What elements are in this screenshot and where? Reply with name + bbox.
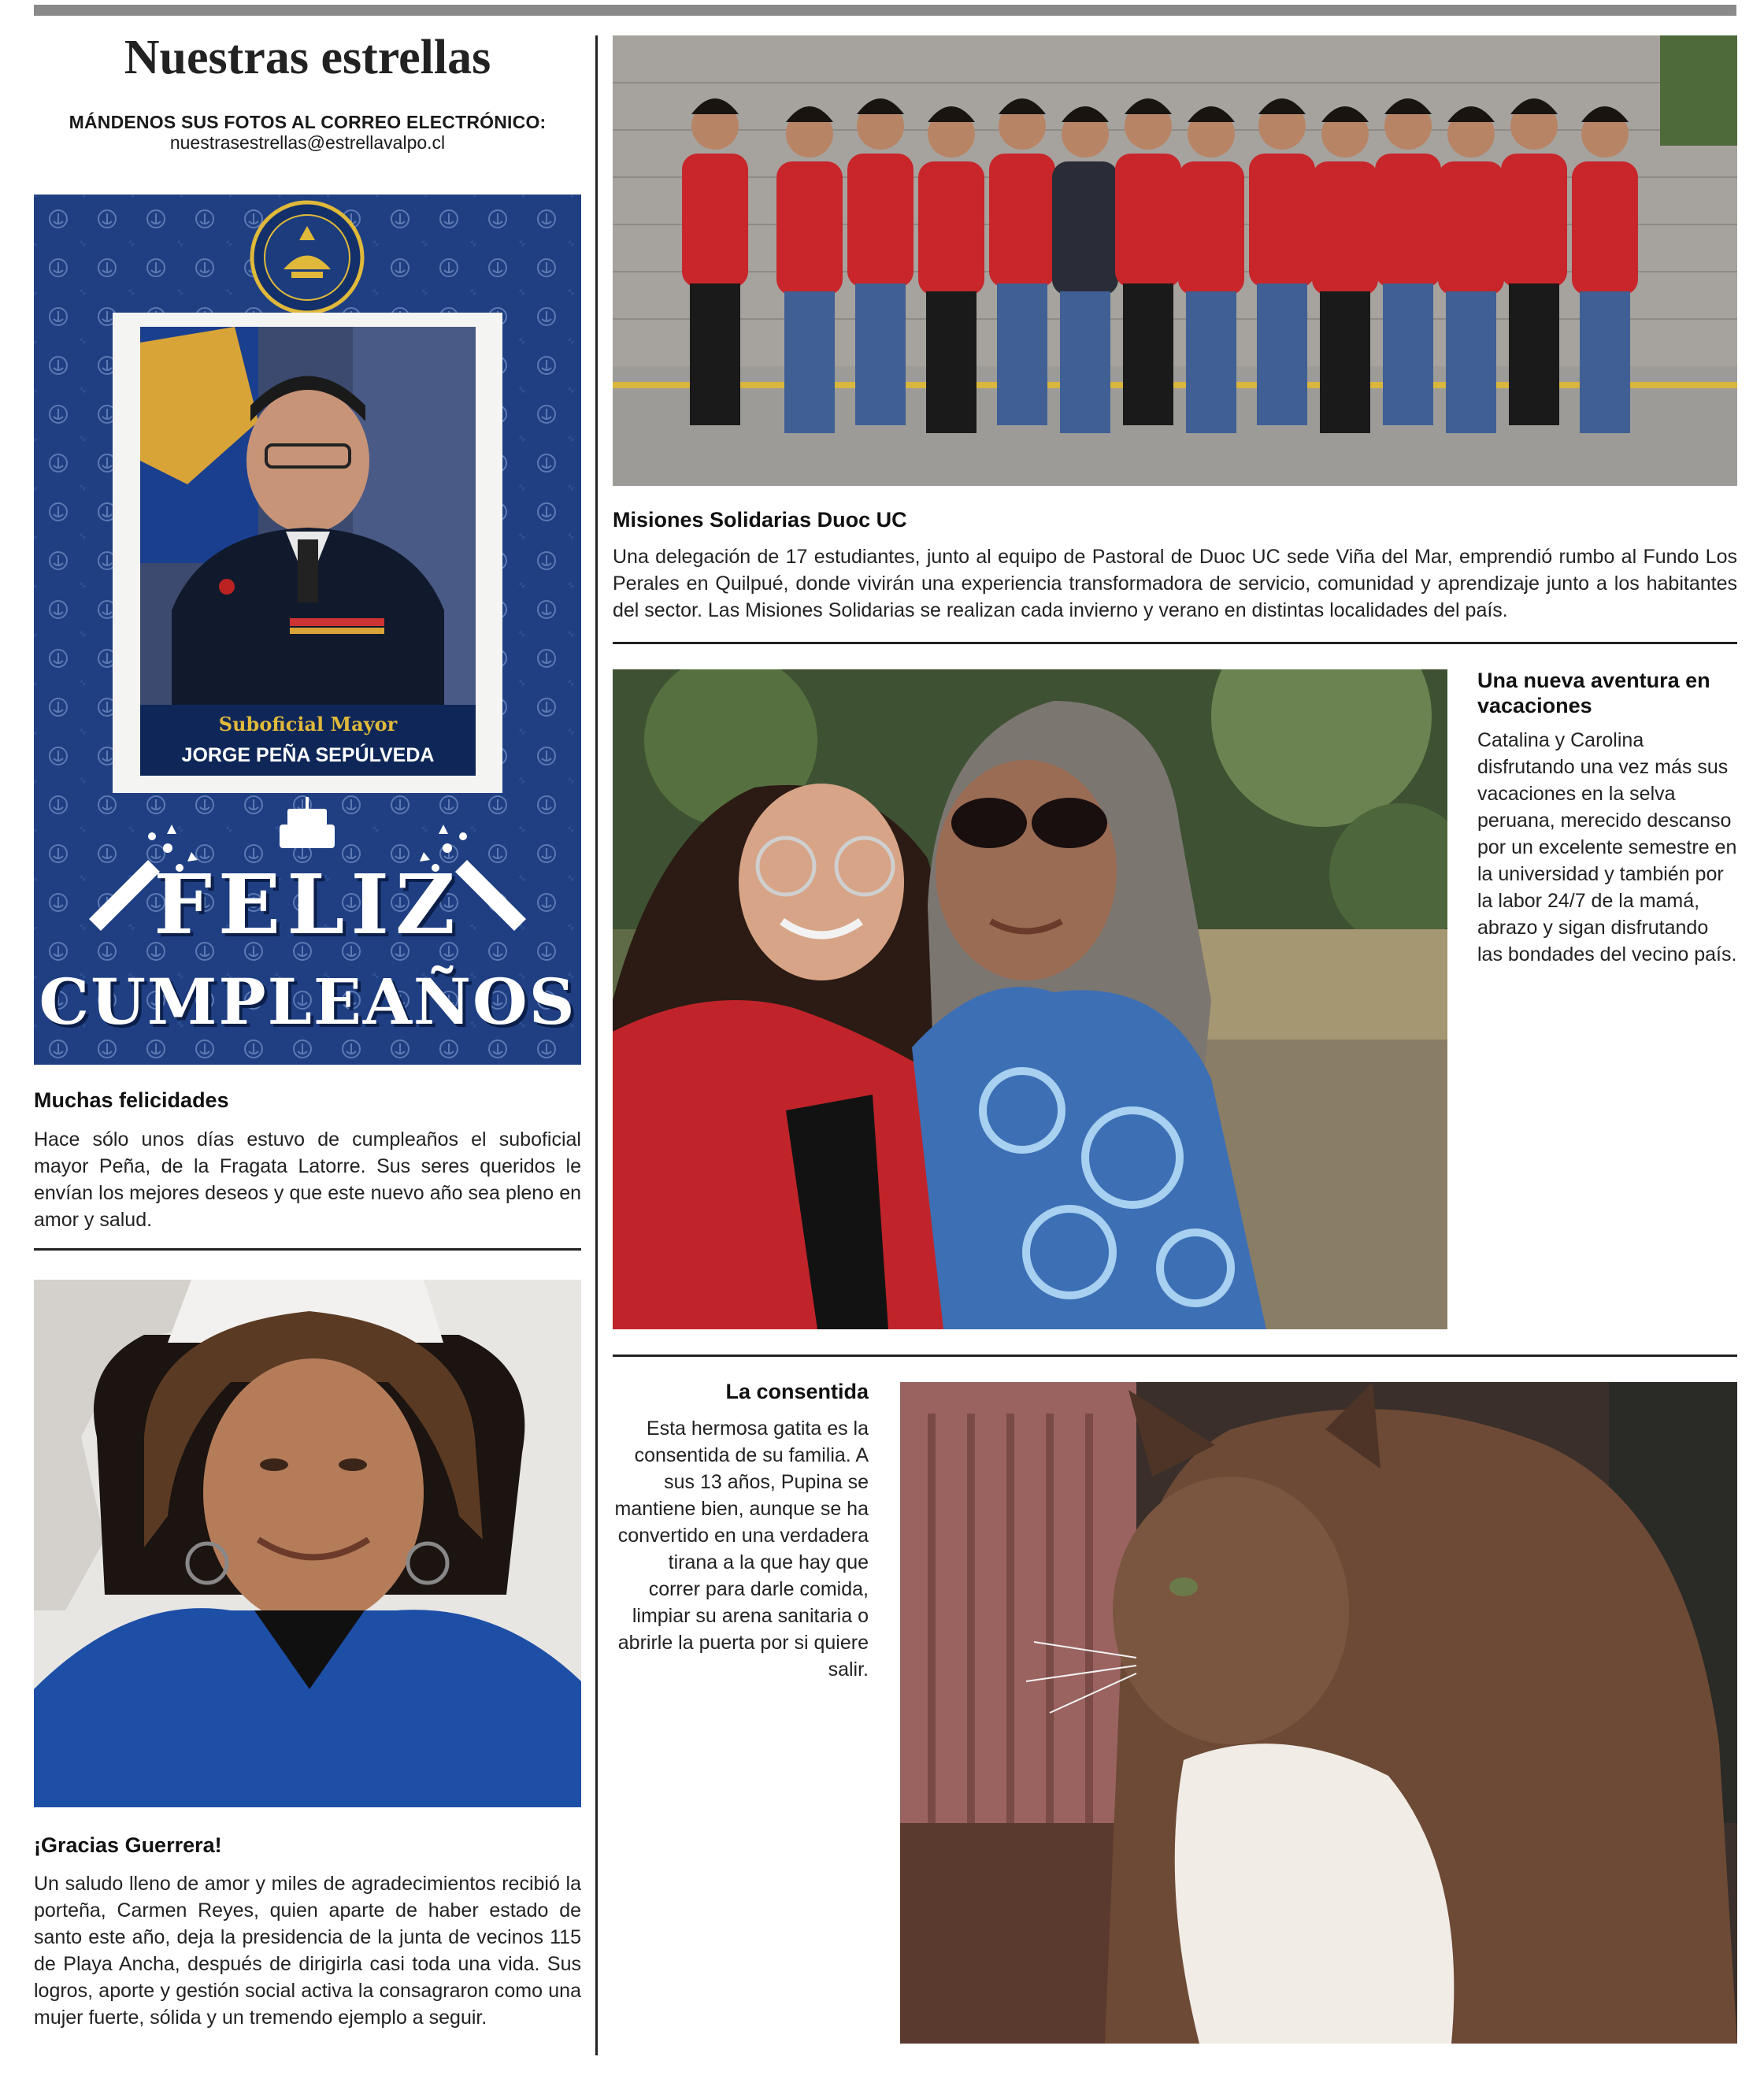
section-title: Nuestras estrellas (124, 31, 491, 84)
vacaciones-selfie-photo (613, 669, 1447, 1329)
vacaciones-text: Catalina y Carolina disfrutando una vez más sus vacaciones en la selva peruana, merecido descanso por un excelente semestre en la universidad y también por la labor 24/7 de la mamá, abrazo y sigan disfrutando las bondades del vecino país. (1477, 729, 1737, 965)
consentida-heading: La consentida (725, 1380, 869, 1403)
birthday-poster (34, 195, 581, 1065)
carmen-photo (34, 1280, 581, 1807)
divider-left-1 (34, 1248, 581, 1251)
portrait-rank: Suboficial Mayor (218, 713, 398, 736)
divider-right-2 (613, 1354, 1737, 1357)
guerrera-heading: ¡Gracias Guerrera! (34, 1833, 222, 1857)
portrait-name: JORGE PEÑA SEPÚLVEDA (181, 744, 435, 766)
column-divider (595, 35, 598, 2055)
birthday-text: Hace sólo unos días estuvo de cumpleaños el suboficial mayor Peña, de la Fragata Latorre. Sus seres queridos le envían los mejores deseos y que este nuevo año sea pleno en amor y salud. (34, 1128, 581, 1231)
feliz-text: FELIZ (154, 856, 461, 953)
submit-instruction: MÁNDENOS SUS FOTOS AL CORREO ELECTRÓNICO: (69, 112, 547, 132)
cat-photo (900, 1382, 1737, 2044)
misiones-text: Una delegación de 17 estudiantes, junto al equipo de Pastoral de Duoc UC sede Viña del Mar, emprendió rumbo al Fundo Los Perales en Quilpué, donde vivirán una experiencia transformadora de servicio, comunidad y aprendizaje junto a los habitantes del sector. Las Misiones Solidarias se realizan cada invierno y verano en distintas localidades del país. (613, 546, 1737, 621)
guerrera-text: Un saludo lleno de amor y miles de agradecimientos recibió la porteña, Carmen Reyes, quien aparte de haber estado de santo este año, deja la presidencia de la junta de vecinos 115 de Playa Ancha, después de dirigirla casi toda una vida. Sus logros, aporte y gestión social activa la consagraron como una mujer fuerte, sólida y un tremendo ejemplo a seguir. (34, 1873, 581, 2029)
top-bar (34, 5, 1736, 16)
cumpleanos-text: CUMPLEAÑOS (39, 965, 576, 1039)
vacaciones-heading: Una nueva aventura en vacaciones (1477, 669, 1710, 717)
portrait-caption (140, 705, 476, 776)
misiones-group-photo (613, 35, 1737, 486)
navy-emblem-icon (252, 202, 362, 313)
birthday-heading: Muchas felicidades (34, 1088, 229, 1112)
submit-email: nuestrasestrellas@estrellavalpo.cl (169, 132, 446, 153)
misiones-heading: Misiones Solidarias Duoc UC (613, 508, 907, 532)
consentida-text: Esta hermosa gatita es la consentida de su familia. A sus 13 años, Pupina se mantiene bien, aunque se ha convertido en una verdadera tirana a la que hay que correr para darle comida, limpiar su arena sanitaria o abrirle la puerta por si quiere salir. (614, 1418, 869, 1681)
divider-right-1 (613, 642, 1737, 644)
